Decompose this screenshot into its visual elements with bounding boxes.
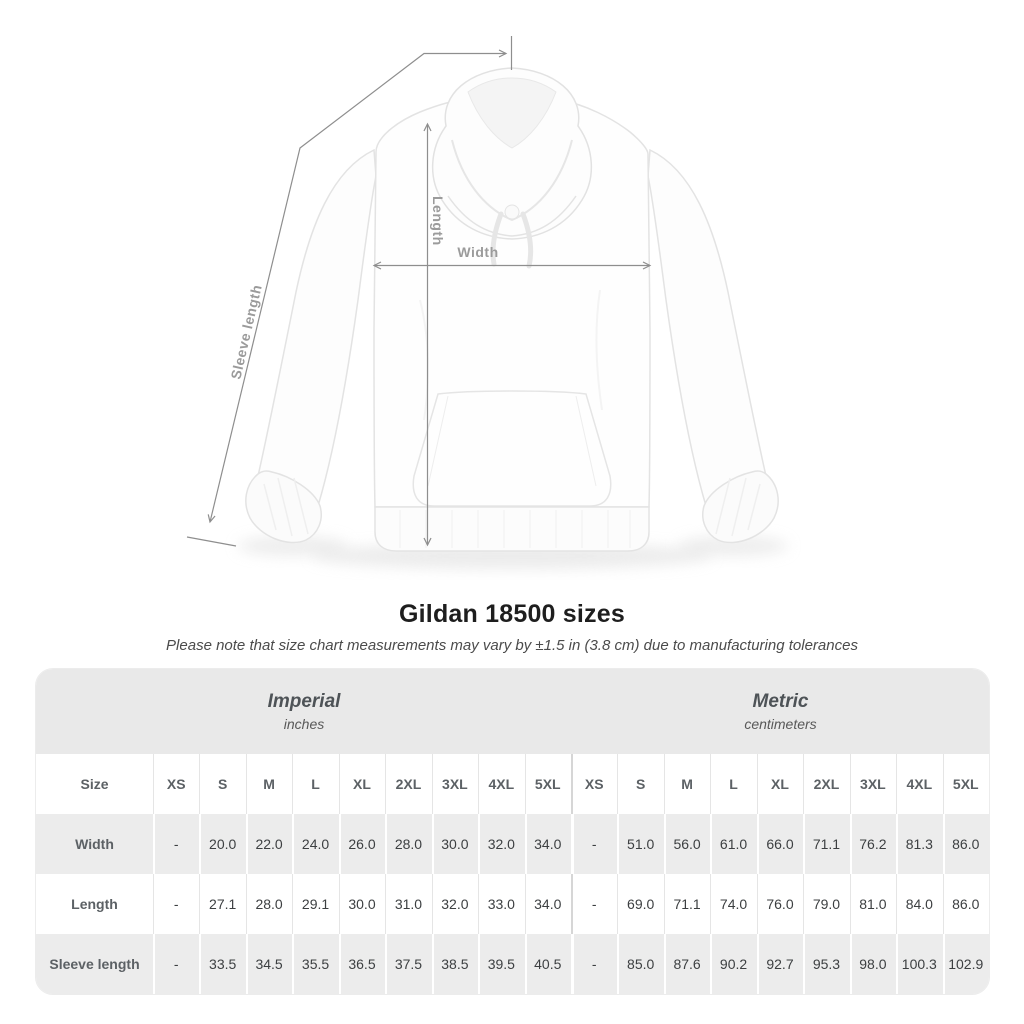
value-cell: 95.3 xyxy=(803,934,849,994)
value-cell: 98.0 xyxy=(850,934,896,994)
value-cell: 28.0 xyxy=(246,874,292,934)
value-cell: 34.0 xyxy=(525,814,571,874)
size-header-cell: 2XL xyxy=(803,754,849,814)
size-header-cell: XS xyxy=(571,754,617,814)
value-cell: 66.0 xyxy=(757,814,803,874)
imperial-header xyxy=(36,669,572,754)
value-cell: - xyxy=(571,814,617,874)
tolerance-note: Please note that size chart measurements may vary by ±1.5 in (3.8 cm) due to manufacturing tolerances xyxy=(166,637,858,654)
table-row-width xyxy=(36,814,989,874)
table-row-sleeve-length xyxy=(36,934,989,994)
size-header-cell: XL xyxy=(339,754,385,814)
size-header-cell: S xyxy=(617,754,663,814)
page-title: Gildan 18500 sizes xyxy=(399,600,625,628)
imperial-unit: inches xyxy=(283,716,325,732)
value-cell: 71.1 xyxy=(664,874,710,934)
size-col-header: Size xyxy=(80,776,109,792)
size-header-cell: L xyxy=(292,754,338,814)
size-table xyxy=(35,668,990,995)
size-header-cell: S xyxy=(199,754,245,814)
size-header-cell: 4XL xyxy=(478,754,524,814)
value-cell: 79.0 xyxy=(803,874,849,934)
value-cell: 81.0 xyxy=(850,874,896,934)
value-cell: 33.5 xyxy=(199,934,245,994)
value-cell: 33.0 xyxy=(478,874,524,934)
size-header-cell: M xyxy=(246,754,292,814)
size-header-cell: 5XL xyxy=(525,754,571,814)
value-cell: 38.5 xyxy=(432,934,478,994)
value-cell: 34.5 xyxy=(246,934,292,994)
value-cell: 27.1 xyxy=(199,874,245,934)
value-cell: 29.1 xyxy=(292,874,338,934)
size-header-cell: 4XL xyxy=(896,754,942,814)
value-cell: 20.0 xyxy=(199,814,245,874)
metric-header xyxy=(572,669,989,754)
unit-header-band xyxy=(36,669,989,754)
value-cell: 61.0 xyxy=(710,814,756,874)
value-cell: 76.2 xyxy=(850,814,896,874)
value-cell: 40.5 xyxy=(525,934,571,994)
value-cell: 69.0 xyxy=(617,874,663,934)
row-label: Width xyxy=(75,836,114,852)
value-cell: 56.0 xyxy=(664,814,710,874)
value-cell: 76.0 xyxy=(757,874,803,934)
value-cell: 81.3 xyxy=(896,814,942,874)
value-cell: 90.2 xyxy=(710,934,756,994)
value-cell: - xyxy=(571,934,617,994)
width-label: Width xyxy=(457,244,499,260)
sleeve-end-tick xyxy=(187,537,236,546)
value-cell: 32.0 xyxy=(478,814,524,874)
size-header-cell: XL xyxy=(757,754,803,814)
row-label: Sleeve length xyxy=(49,956,140,972)
value-cell: 84.0 xyxy=(896,874,942,934)
size-header-cell: 3XL xyxy=(432,754,478,814)
value-cell: - xyxy=(571,874,617,934)
value-cell: 36.5 xyxy=(339,934,385,994)
value-cell: 102.9 xyxy=(943,934,989,994)
value-cell: 24.0 xyxy=(292,814,338,874)
size-header-cell: L xyxy=(710,754,756,814)
length-label: Length xyxy=(430,196,446,246)
imperial-label: Imperial xyxy=(267,691,341,712)
value-cell: 39.5 xyxy=(478,934,524,994)
value-cell: 51.0 xyxy=(617,814,663,874)
value-cell: 87.6 xyxy=(664,934,710,994)
value-cell: 34.0 xyxy=(525,874,571,934)
value-cell: 74.0 xyxy=(710,874,756,934)
table-row-length xyxy=(36,874,989,934)
value-cell: 86.0 xyxy=(943,874,989,934)
value-cell: 85.0 xyxy=(617,934,663,994)
value-cell: 100.3 xyxy=(896,934,942,994)
size-header-cell: 5XL xyxy=(943,754,989,814)
size-header-cell: 2XL xyxy=(385,754,431,814)
value-cell: 28.0 xyxy=(385,814,431,874)
size-header-row xyxy=(36,754,989,814)
metric-label: Metric xyxy=(752,691,809,712)
value-cell: 86.0 xyxy=(943,814,989,874)
value-cell: 26.0 xyxy=(339,814,385,874)
value-cell: 22.0 xyxy=(246,814,292,874)
metric-unit: centimeters xyxy=(744,716,817,732)
value-cell: - xyxy=(153,874,199,934)
value-cell: 37.5 xyxy=(385,934,431,994)
row-label: Length xyxy=(71,896,118,912)
value-cell: 32.0 xyxy=(432,874,478,934)
value-cell: 30.0 xyxy=(432,814,478,874)
value-cell: - xyxy=(153,814,199,874)
value-cell: 71.1 xyxy=(803,814,849,874)
sleeve-length-label: Sleeve length xyxy=(227,282,265,381)
value-cell: 35.5 xyxy=(292,934,338,994)
value-cell: 31.0 xyxy=(385,874,431,934)
value-cell: 30.0 xyxy=(339,874,385,934)
value-cell: - xyxy=(153,934,199,994)
value-cell: 92.7 xyxy=(757,934,803,994)
size-header-cell: M xyxy=(664,754,710,814)
size-header-cell: XS xyxy=(153,754,199,814)
size-header-cell: 3XL xyxy=(850,754,896,814)
